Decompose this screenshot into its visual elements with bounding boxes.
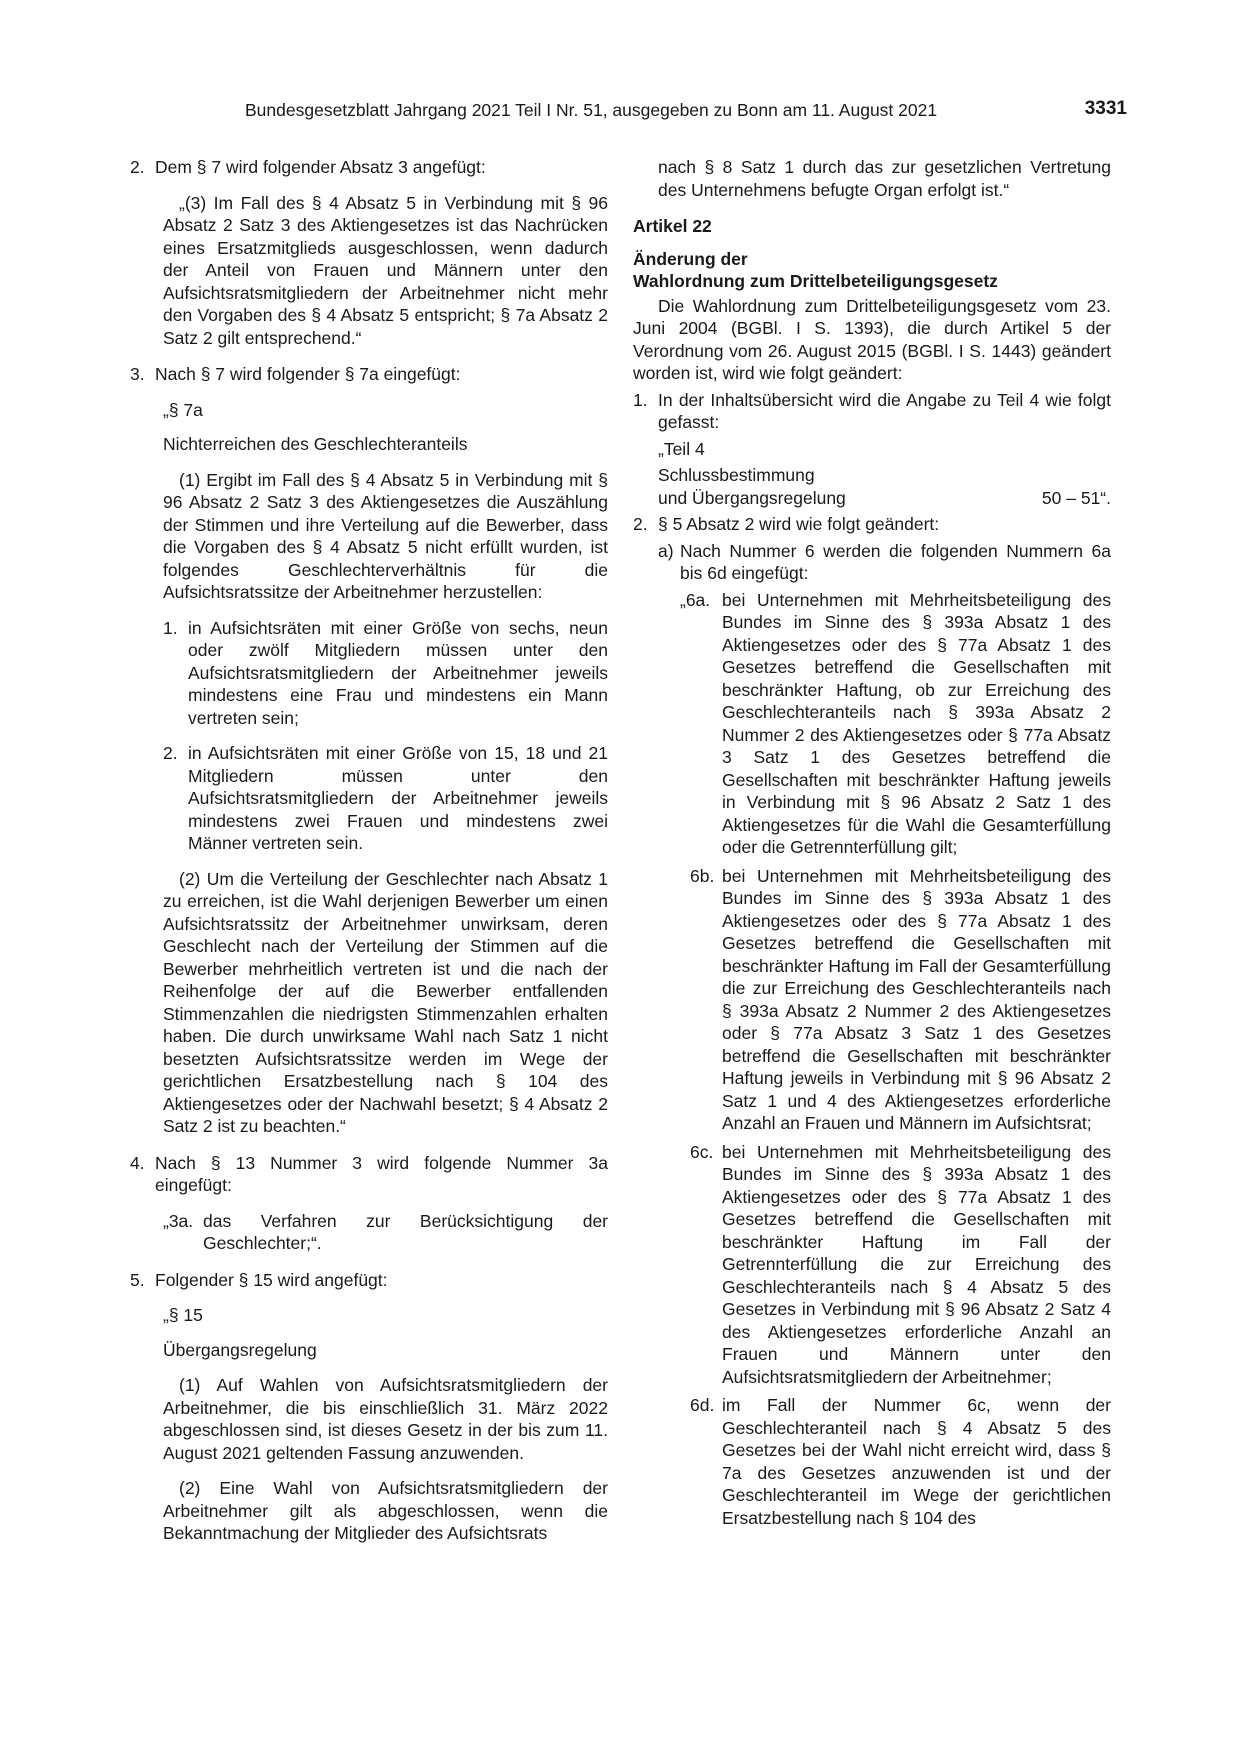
list-number: 5. xyxy=(130,1269,145,1290)
list-item xyxy=(633,389,1111,434)
list-text: bei Unternehmen mit Mehrheitsbeteiligung des Bundes im Sinne des § 393a Absatz 1 des Aktiengesetzes oder des § 77a Absatz 1 des Gesetzes betreffend die Gesellschaften mit beschränkter Haftung im Fall der Gesamterfüllung die zur Erreichung des Geschlechteranteils nach § 393a Absatz 2 Nummer 2 des Aktiengesetzes oder § 77a Absatz 3 Satz 1 des Gesetzes betreffend die Gesellschaften mit beschränkter Haftung jeweils in Verbindung mit § 96 Absatz 2 Satz 1 und 4 des Aktiengesetzes erforderliche Anzahl an Frauen und Männern im Aufsichtsrat; xyxy=(722,865,1111,1133)
section-heading: „§ 7a xyxy=(163,399,203,420)
article-title: Wahlordnung zum Drittelbeteiligungsgesetz xyxy=(633,271,998,291)
list-item xyxy=(130,363,608,386)
toc-entry-text: Schlussbestimmung xyxy=(658,465,815,485)
list-text: Nach § 13 Nummer 3 wird folgende Nummer 3a eingefügt: xyxy=(155,1152,608,1195)
sub-list-item xyxy=(680,1141,1111,1389)
paragraph-continuation: nach § 8 Satz 1 durch das zur gesetzlichen Vertretung des Unternehmens befugte Organ erfolgt ist.“ xyxy=(658,157,1111,200)
list-text: § 5 Absatz 2 wird wie folgt geändert: xyxy=(658,514,940,534)
toc-page-range: 50 – 51“. xyxy=(1041,487,1111,508)
list-item xyxy=(658,540,1111,585)
list-text: Nach Nummer 6 werden die folgenden Nummern 6a bis 6d eingefügt: xyxy=(680,540,1111,583)
list-number: „6a. xyxy=(680,589,711,610)
sub-list-item xyxy=(680,589,1111,859)
list-number: 6b. xyxy=(690,865,715,886)
list-item xyxy=(130,1269,608,1292)
list-text: im Fall der Nummer 6c, wenn der Geschlechteranteil nach § 4 Absatz 5 des Gesetzes bei der Wahl nicht erreicht wird, dass § 7a des Gesetzes anzuwenden ist und der Geschlechteranteil im Wege der gerichtlichen Ersatzbestellung nach § 104 des xyxy=(722,1395,1111,1528)
list-text: das Verfahren zur Berücksichtigung der Geschlechter;“. xyxy=(203,1210,608,1253)
article-heading: Artikel 22 xyxy=(633,216,712,236)
list-number: 4. xyxy=(130,1152,145,1173)
toc-heading: „Teil 4 xyxy=(658,438,705,459)
quoted-list-item xyxy=(163,1210,608,1255)
header-title: Bundesgesetzblatt Jahrgang 2021 Teil I Nr. 51, ausgegeben zu Bonn am 11. August 2021 xyxy=(245,100,938,120)
list-item xyxy=(163,742,608,855)
section-title: Nichterreichen des Geschlechteranteils xyxy=(163,434,468,454)
toc-entry-row xyxy=(658,487,1111,510)
list-number: 1. xyxy=(163,617,178,638)
paragraph: Die Wahlordnung zum Drittelbeteiligungsgesetz vom 23. Juni 2004 (BGBl. I S. 1393), die durch Artikel 5 der Verordnung vom 26. August 2015 (BGBl. I S. 1443) geändert worden ist, wird wie folgt geändert: xyxy=(633,295,1111,383)
page-header xyxy=(245,100,1127,130)
list-item xyxy=(633,513,1111,536)
list-item xyxy=(163,617,608,730)
list-number: 2. xyxy=(130,157,145,177)
list-number: 3. xyxy=(130,364,145,384)
paragraph: (2) Eine Wahl von Aufsichtsratsmitgliedern der Arbeitnehmer gilt als abgeschlossen, wenn die Bekanntmachung der Mitglieder des Aufsichtsrats xyxy=(163,1478,608,1543)
list-item xyxy=(130,156,608,179)
list-number: 6d. xyxy=(690,1395,715,1415)
list-text: In der Inhaltsübersicht wird die Angabe zu Teil 4 wie folgt gefasst: xyxy=(658,389,1111,432)
section-title: Übergangsregelung xyxy=(163,1339,317,1360)
toc-entry-text: und Übergangsregelung xyxy=(658,487,846,508)
sub-list-item xyxy=(680,1394,1111,1529)
sub-list-item xyxy=(680,865,1111,1135)
paragraph: (1) Auf Wahlen von Aufsichtsratsmitgliedern der Arbeitnehmer, die bis einschließlich 31. März 2022 abgeschlossen sind, ist dieses Gesetz in der bis zum 11. August 2021 geltenden Fassung anzuwenden. xyxy=(163,1375,608,1463)
paragraph: (1) Ergibt im Fall des § 4 Absatz 5 in Verbindung mit § 96 Absatz 2 Satz 3 des Aktiengesetzes die Auszählung der Stimmen und ihre Verteilung auf die Bewerber, dass die Vorgaben des § 4 Absatz 5 nicht erfüllt wurden, ist folgendes Geschlechterverhältnis für die Aufsichtsratssitze der Arbeitnehmer herzustellen: xyxy=(163,469,608,602)
list-text: bei Unternehmen mit Mehrheitsbeteiligung des Bundes im Sinne des § 393a Absatz 1 des Aktiengesetzes oder des § 77a Absatz 1 des Gesetzes betreffend die Gesellschaften mit beschränkter Haftung im Fall der Getrennterfüllung die zur Erreichung des Geschlechteranteils nach § 4 Absatz 5 des Gesetzes in Verbindung mit § 96 Absatz 2 Satz 4 des Aktiengesetzes erforderliche Anzahl an Frauen und Männern unter den Aufsichtsratsmitgliedern der Arbeitnehmer; xyxy=(722,1141,1111,1387)
list-item xyxy=(130,1152,608,1197)
left-column xyxy=(130,156,608,1545)
paragraph: (2) Um die Verteilung der Geschlechter nach Absatz 1 zu erreichen, ist die Wahl derjenigen Bewerber um einen Aufsichtsratssitz der Arbeitnehmer unwirksam, deren Geschlecht nach der Verteilung der Stimmen auf die Bewerber mehrheitlich vertreten ist und die nach der Reihenfolge der auf die Bewerber entfallenden Stimmenzahlen die niedrigsten Stimmenzahlen erhalten haben. Die durch unwirksame Wahl nach Satz 1 nicht besetzten Aufsichtsratssitze werden im Wege der gerichtlichen Ersatzbestellung nach § 104 des Aktiengesetzes oder der Nachwahl besetzt; § 4 Absatz 2 Satz 2 ist zu beachten.“ xyxy=(163,868,608,1136)
list-number: „3a. xyxy=(163,1210,194,1231)
list-number: a) xyxy=(658,540,674,561)
quoted-paragraph: „(3) Im Fall des § 4 Absatz 5 in Verbindung mit § 96 Absatz 2 Satz 3 des Aktiengesetzes ist das Nachrücken eines Ersatzmitglieds ausgeschlossen, wenn dadurch der Anteil von Frauen und Männern unter den Aufsichtsratsmitgliedern der Arbeitnehmer nicht mehr den Vorgaben des § 4 Absatz 5 entspricht; § 7a Absatz 2 Satz 2 gilt entsprechend.“ xyxy=(163,192,608,348)
list-number: 6c. xyxy=(690,1141,714,1162)
right-column xyxy=(633,156,1111,1529)
toc-entry xyxy=(658,464,1111,509)
list-text: Nach § 7 wird folgender § 7a eingefügt: xyxy=(155,364,461,384)
list-number: 2. xyxy=(163,743,178,763)
list-text: Dem § 7 wird folgender Absatz 3 angefügt: xyxy=(155,157,486,177)
list-text: bei Unternehmen mit Mehrheitsbeteiligung des Bundes im Sinne des § 393a Absatz 1 des Aktiengesetzes oder des § 77a Absatz 1 des Gesetzes betreffend die Gesellschaften mit beschränkter Haftung, ob zur Erreichung des Geschlechteranteils nach § 393a Absatz 2 Nummer 2 des Aktiengesetzes oder § 77a Absatz 3 Satz 1 des Gesetzes betreffend die Gesellschaften mit beschränkter Haftung jeweils in Verbindung mit § 96 Absatz 2 Satz 1 des Aktiengesetzes für die Wahl die Gesamterfüllung oder die Getrennterfüllung gilt; xyxy=(722,589,1111,857)
list-text: in Aufsichtsräten mit einer Größe von sechs, neun oder zwölf Mitgliedern müssen unter den Aufsichtsratsmitgliedern der Arbeitnehmer jeweils mindestens eine Frau und mindestens ein Mann vertreten sein; xyxy=(188,617,608,728)
list-number: 2. xyxy=(633,514,648,534)
page-number: 3331 xyxy=(1084,98,1127,119)
article-title: Änderung der xyxy=(633,248,748,269)
list-text: in Aufsichtsräten mit einer Größe von 15, 18 und 21 Mitgliedern müssen unter den Aufsichtsratsmitgliedern der Arbeitnehmer jeweils mindestens zwei Frauen und mindestens zwei Männer vertreten sein. xyxy=(188,743,608,853)
list-number: 1. xyxy=(633,389,648,410)
list-text: Folgender § 15 wird angefügt: xyxy=(155,1269,388,1290)
section-heading: „§ 15 xyxy=(163,1305,203,1325)
